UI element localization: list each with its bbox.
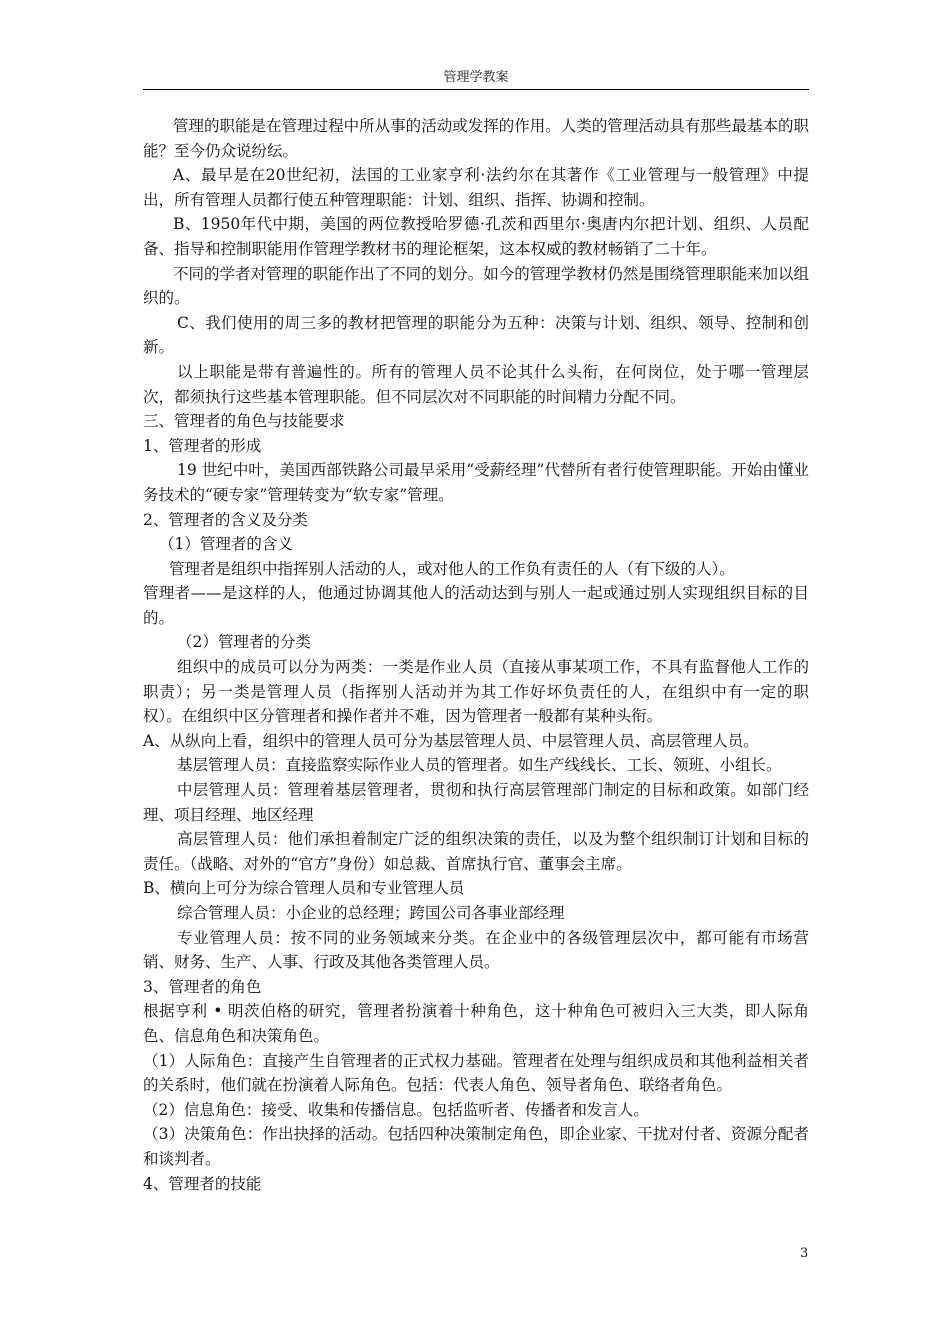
section-heading-3: 三、管理者的角色与技能要求 [143, 412, 345, 431]
paragraph-mintzberg: 根据亨利 • 明茨伯格的研究，管理者扮演着十种角色，这十种角色可被归入三大类，即人际角色、信息角色和决策角色。 [143, 1002, 809, 1045]
paragraph-decisional: （3）决策角色：作出抉择的活动。包括四种决策制定角色，即企业家、干扰对付者、资源分配者和谈判者。 [143, 1125, 809, 1168]
document-body [143, 114, 809, 1196]
paragraph-general: 综合管理人员：小企业的总经理；跨国公司各事业部经理 [177, 904, 565, 922]
subsubheading-definition: （1）管理者的含义 [159, 535, 293, 554]
page-number: 3 [800, 1246, 809, 1261]
paragraph-interpersonal: （1）人际角色：直接产生自管理者的正式权力基础。管理者在处理与组织成员和其他利益相关者的关系时，他们就在扮演着人际角色。包括：代表人角色、领导者角色、联络者角色。 [143, 1051, 809, 1095]
subheading-3: 3、管理者的角色 [143, 977, 262, 996]
paragraph-vertical: A、从纵向上看，组织中的管理人员可分为基层管理人员、中层管理人员、高层管理人员。 [143, 731, 759, 750]
paragraph-different-scholars: 不同的学者对管理的职能作出了不同的划分。如今的管理学教材仍然是围绕管理职能来加以组织的。 [143, 264, 809, 308]
subheading-4: 4、管理者的技能 [143, 1174, 262, 1193]
paragraph-functions-intro: 管理的职能是在管理过程中所从事的活动或发挥的作用。人类的管理活动具有那些最基本的职能？至今仍众说纷纭。 [143, 117, 809, 160]
paragraph-universality: 以上职能是带有普遍性的。所有的管理人员不论其什么头衔，在何岗位，处于哪一管理层次，都须执行这些基本管理职能。但不同层次对不同职能的时间精力分配不同。 [143, 362, 809, 406]
paragraph-top: 高层管理人员：他们承担着制定广泛的组织决策的责任，以及为整个组织制订计划和目标的责任。（战略、对外的“官方”身份）如总裁、首席执行官、董事会主席。 [143, 830, 809, 873]
subheading-2: 2、管理者的含义及分类 [143, 510, 308, 529]
paragraph-middle: 中层管理人员：管理着基层管理者，贯彻和执行高层管理部门制定的目标和政策。如部门经理、项目经理、地区经理 [143, 781, 809, 824]
paragraph-definition-2: 管理者——是这样的人，他通过协调其他人的活动达到与别人一起或通过别人实现组织目标的目的。 [143, 584, 809, 627]
subheading-1: 1、管理者的形成 [143, 436, 262, 455]
paragraph-two-types: 组织中的成员可以分为两类：一类是作业人员（直接从事某项工作，不具有监督他人工作的职责）；另一类是管理人员（指挥别人活动并为其工作好坏负责任的人，在组织中有一定的职权）。在组织中区分管理者和操作者并不难，因为管理者一般都有某种头衔。 [143, 658, 809, 726]
paragraph-horizontal: B、横向上可分为综合管理人员和专业管理人员 [143, 879, 465, 898]
paragraph-functional: 专业管理人员：按不同的业务领域来分类。在企业中的各级管理层次中，都可能有市场营销、财务、生产、人事、行政及其他各类管理人员。 [143, 928, 809, 972]
paragraph-koontz: B、1950年代中期，美国的两位教授哈罗德·孔茨和西里尔·奥唐内尔把计划、组织、人员配备、指导和控制职能用作管理学教材书的理论框架，这本权威的教材畅销了二十年。 [143, 215, 809, 258]
paragraph-five-functions: C、我们使用的周三多的教材把管理的职能分为五种：决策与计划、组织、领导、控制和创新。 [143, 313, 809, 357]
paragraph-fayol: A、最早是在20世纪初，法国的工业家亨利·法约尔在其著作《工业管理与一般管理》中提出，所有管理人员都行使五种管理职能：计划、组织、指挥、协调和控制。 [143, 166, 809, 209]
header-rule [143, 89, 809, 90]
paragraph-definition-1: 管理者是组织中指挥别人活动的人，或对他人的工作负有责任的人（有下级的人）。 [169, 559, 735, 578]
paragraph-informational: （2）信息角色：接受、收集和传播信息。包括监听者、传播者和发言人。 [143, 1100, 649, 1119]
paragraph-first-line: 基层管理人员：直接监察实际作业人员的管理者。如生产线线长、工长、领班、小组长。 [177, 756, 782, 775]
subsubheading-classification: （2）管理者的分类 [177, 633, 311, 652]
page-header-title: 管理学教案 [443, 70, 509, 85]
paragraph-history: 19 世纪中叶，美国西部铁路公司最早采用“受薪经理”代替所有者行使管理职能。开始由懂业务技术的“硬专家”管理转变为“软专家”管理。 [143, 461, 809, 504]
